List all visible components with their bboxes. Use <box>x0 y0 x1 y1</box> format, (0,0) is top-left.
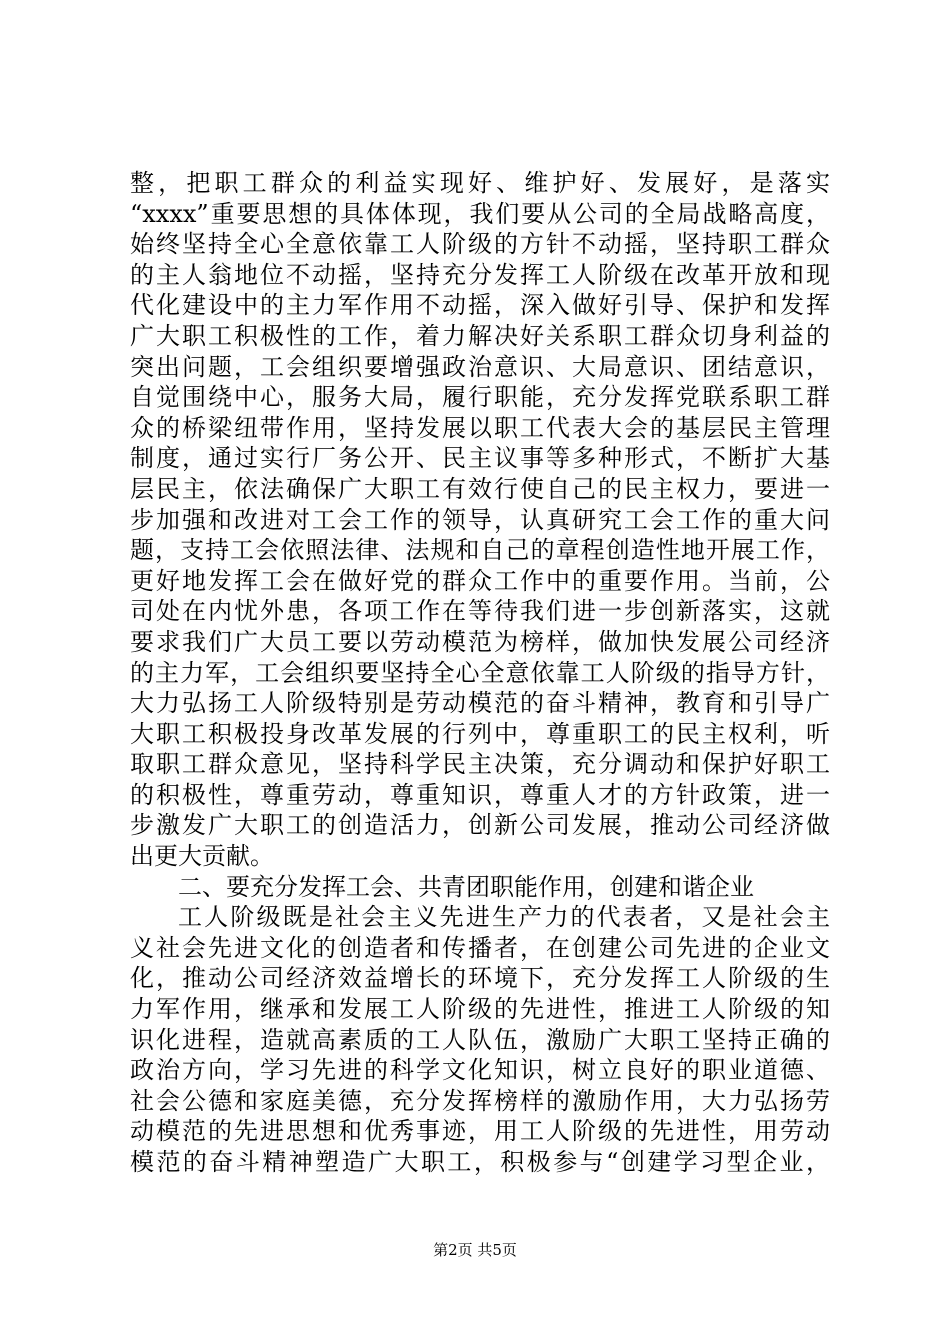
text-line: 整，把职工群众的利益实现好、维护好、发展好，是落实 <box>130 169 830 197</box>
text-line: 取职工群众意见，坚持科学民主决策，充分调动和保护好职工 <box>130 750 830 779</box>
text-line: 政治方向，学习先进的科学文化知识，树立良好的职业道德、 <box>130 1056 830 1085</box>
text-line: 的积极性，尊重劳动，尊重知识，尊重人才的方针政策，进一 <box>130 780 830 809</box>
paragraph-1 <box>130 168 830 872</box>
document-body <box>130 168 830 1178</box>
text-line: 众的桥梁纽带作用，坚持发展以职工代表大会的基层民主管理 <box>130 413 830 442</box>
text-line: 力军作用，继承和发展工人阶级的先进性，推进工人阶级的知 <box>130 995 830 1024</box>
text-line: 的主人翁地位不动摇，坚持充分发挥工人阶级在改革开放和现 <box>130 260 830 289</box>
text-line: 化，推动公司经济效益增长的环境下，充分发挥工人阶级的生 <box>130 964 830 993</box>
text-line: 义社会先进文化的创造者和传播者，在创建公司先进的企业文 <box>130 933 830 962</box>
text-line: 的主力军，工会组织要坚持全心全意依靠工人阶级的指导方针， <box>130 658 830 687</box>
text-line: 代化建设中的主力军作用不动摇，深入做好引导、保护和发挥 <box>130 291 830 320</box>
paragraph-2 <box>130 902 830 1177</box>
text-line: 模范的奋斗精神塑造广大职工，积极参与“创建学习型企业， <box>130 1148 830 1176</box>
text-line: 大力弘扬工人阶级特别是劳动模范的奋斗精神，教育和引导广 <box>130 689 830 718</box>
text-line: 自觉围绕中心，服务大局，履行职能，充分发挥党联系职工群 <box>130 383 830 412</box>
page-number: 第2页 共5页 <box>433 1241 517 1259</box>
text-line: 步激发广大职工的创造活力，创新公司发展，推动公司经济做 <box>130 811 830 840</box>
text-line: 制度，通过实行厂务公开、民主议事等多种形式，不断扩大基 <box>130 444 830 473</box>
text-line: 要求我们广大员工要以劳动模范为榜样，做加快发展公司经济 <box>130 627 830 656</box>
text-line: 始终坚持全心全意依靠工人阶级的方针不动摇，坚持职工群众 <box>130 230 830 259</box>
text-line: 步加强和改进对工会工作的领导，认真研究工会工作的重大问 <box>130 505 830 534</box>
text-line: 出更大贡献。 <box>130 842 274 871</box>
text-line: 动模范的先进思想和优秀事迹，用工人阶级的先进性，用劳动 <box>130 1117 830 1146</box>
text-line: 社会公德和家庭美德，充分发挥榜样的激励作用，大力弘扬劳 <box>130 1086 830 1115</box>
heading-line: 二、要充分发挥工会、共青团职能作用，创建和谐企业 <box>178 872 754 901</box>
text-line: 司处在内忧外患，各项工作在等待我们进一步创新落实，这就 <box>130 597 830 626</box>
text-line: 大职工积极投身改革发展的行列中，尊重职工的民主权利，听 <box>130 719 830 748</box>
text-line: 工人阶级既是社会主义先进生产力的代表者，又是社会主 <box>178 903 830 932</box>
text-line: 题，支持工会依照法律、法规和自己的章程创造性地开展工作， <box>130 536 830 565</box>
section-heading <box>130 872 830 903</box>
text-line: 层民主，依法确保广大职工有效行使自己的民主权力，要进一 <box>130 474 830 503</box>
text-line: 识化进程，造就高素质的工人队伍，激励广大职工坚持正确的 <box>130 1025 830 1054</box>
text-line: “xxxx”重要思想的具体体现，我们要从公司的全局战略高度， <box>130 199 830 228</box>
text-line: 突出问题，工会组织要增强政治意识、大局意识、团结意识， <box>130 352 830 381</box>
text-line: 广大职工积极性的工作，着力解决好关系职工群众切身利益的 <box>130 321 830 350</box>
text-line: 更好地发挥工会在做好党的群众工作中的重要作用。当前，公 <box>130 566 830 595</box>
